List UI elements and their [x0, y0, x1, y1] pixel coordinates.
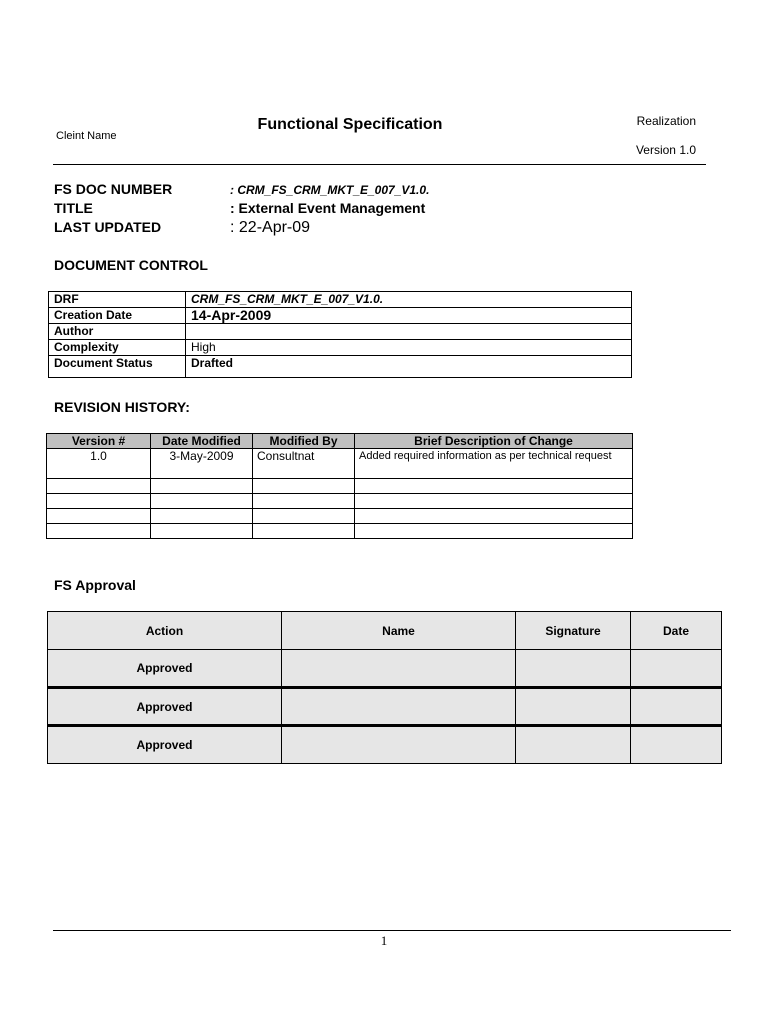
- column-header: Date: [631, 612, 722, 650]
- table-cell: Consultnat: [253, 449, 355, 479]
- meta-key: LAST UPDATED: [54, 219, 162, 235]
- table-row: [49, 356, 632, 378]
- table-cell: [516, 650, 631, 688]
- table-cell: [253, 494, 355, 509]
- doc-meta: [54, 181, 429, 238]
- table-cell: Creation Date: [49, 308, 186, 324]
- table-row: [49, 340, 632, 356]
- table-row: [49, 292, 632, 308]
- table-row: [47, 509, 633, 524]
- table-cell: Author: [49, 324, 186, 340]
- table-header-row: [47, 434, 633, 449]
- table-row: [49, 324, 632, 340]
- table-cell: [47, 494, 151, 509]
- table-cell: [516, 726, 631, 764]
- meta-row-title: [54, 200, 429, 219]
- table-cell: [631, 726, 722, 764]
- table-cell: [47, 524, 151, 539]
- table-cell: [516, 688, 631, 726]
- column-header: Version #: [47, 434, 151, 449]
- table-cell: High: [186, 340, 632, 356]
- revision-history-heading: REVISION HISTORY:: [54, 399, 190, 415]
- table-cell: [47, 509, 151, 524]
- table-cell: [253, 524, 355, 539]
- header-divider: [53, 164, 706, 165]
- footer-divider: [53, 930, 731, 931]
- table-row: [48, 650, 722, 688]
- header-client-name: Cleint Name: [56, 130, 117, 142]
- meta-row-doc-number: [54, 181, 429, 200]
- table-row: [48, 688, 722, 726]
- table-cell: [151, 494, 253, 509]
- table-cell: [355, 524, 633, 539]
- table-cell: Complexity: [49, 340, 186, 356]
- table-cell: [151, 524, 253, 539]
- meta-value: : CRM_FS_CRM_MKT_E_007_V1.0.: [230, 183, 430, 197]
- table-cell: [355, 509, 633, 524]
- table-cell: DRF: [49, 292, 186, 308]
- document-title: Functional Specification: [257, 116, 443, 133]
- column-header: Date Modified: [151, 434, 253, 449]
- meta-key: FS DOC NUMBER: [54, 181, 173, 197]
- table-cell: [355, 479, 633, 494]
- table-cell: [253, 479, 355, 494]
- table-cell: Added required information as per technical request: [355, 449, 633, 479]
- column-header: Brief Description of Change: [355, 434, 633, 449]
- table-cell: [151, 509, 253, 524]
- document-control-table: [48, 291, 632, 378]
- meta-value: : External Event Management: [230, 200, 426, 216]
- table-cell: Approved: [48, 650, 282, 688]
- header-phase: Realization: [636, 114, 696, 128]
- table-cell: [631, 688, 722, 726]
- table-row: [47, 494, 633, 509]
- page-number: 1: [380, 933, 388, 948]
- table-cell: [186, 324, 632, 340]
- table-cell: 3-May-2009: [151, 449, 253, 479]
- table-cell: Approved: [48, 688, 282, 726]
- table-header-row: [48, 612, 722, 650]
- table-cell: [355, 494, 633, 509]
- table-cell: Approved: [48, 726, 282, 764]
- column-header: Modified By: [253, 434, 355, 449]
- revision-history-table: [46, 433, 633, 539]
- column-header: Action: [48, 612, 282, 650]
- table-cell: [282, 650, 516, 688]
- header-version: Version 1.0: [635, 143, 696, 157]
- table-row: [48, 726, 722, 764]
- table-row: [49, 308, 632, 324]
- fs-approval-heading: FS Approval: [54, 577, 136, 593]
- table-cell: [253, 509, 355, 524]
- table-cell: [631, 650, 722, 688]
- table-cell: Drafted: [186, 356, 632, 378]
- table-row: [47, 524, 633, 539]
- table-cell: CRM_FS_CRM_MKT_E_007_V1.0.: [186, 292, 632, 308]
- approval-table: [47, 611, 722, 764]
- column-header: Name: [282, 612, 516, 650]
- table-row: [47, 449, 633, 479]
- table-cell: 1.0: [47, 449, 151, 479]
- table-cell: [282, 726, 516, 764]
- table-cell: [151, 479, 253, 494]
- column-header: Signature: [516, 612, 631, 650]
- table-cell: Document Status: [49, 356, 186, 378]
- table-row: [47, 479, 633, 494]
- table-cell: 14-Apr-2009: [186, 308, 632, 324]
- document-control-heading: DOCUMENT CONTROL: [54, 257, 208, 273]
- meta-row-last-updated: [54, 219, 429, 238]
- table-cell: [47, 479, 151, 494]
- meta-key: TITLE: [54, 200, 93, 216]
- meta-value: : 22-Apr-09: [230, 219, 311, 236]
- table-cell: [282, 688, 516, 726]
